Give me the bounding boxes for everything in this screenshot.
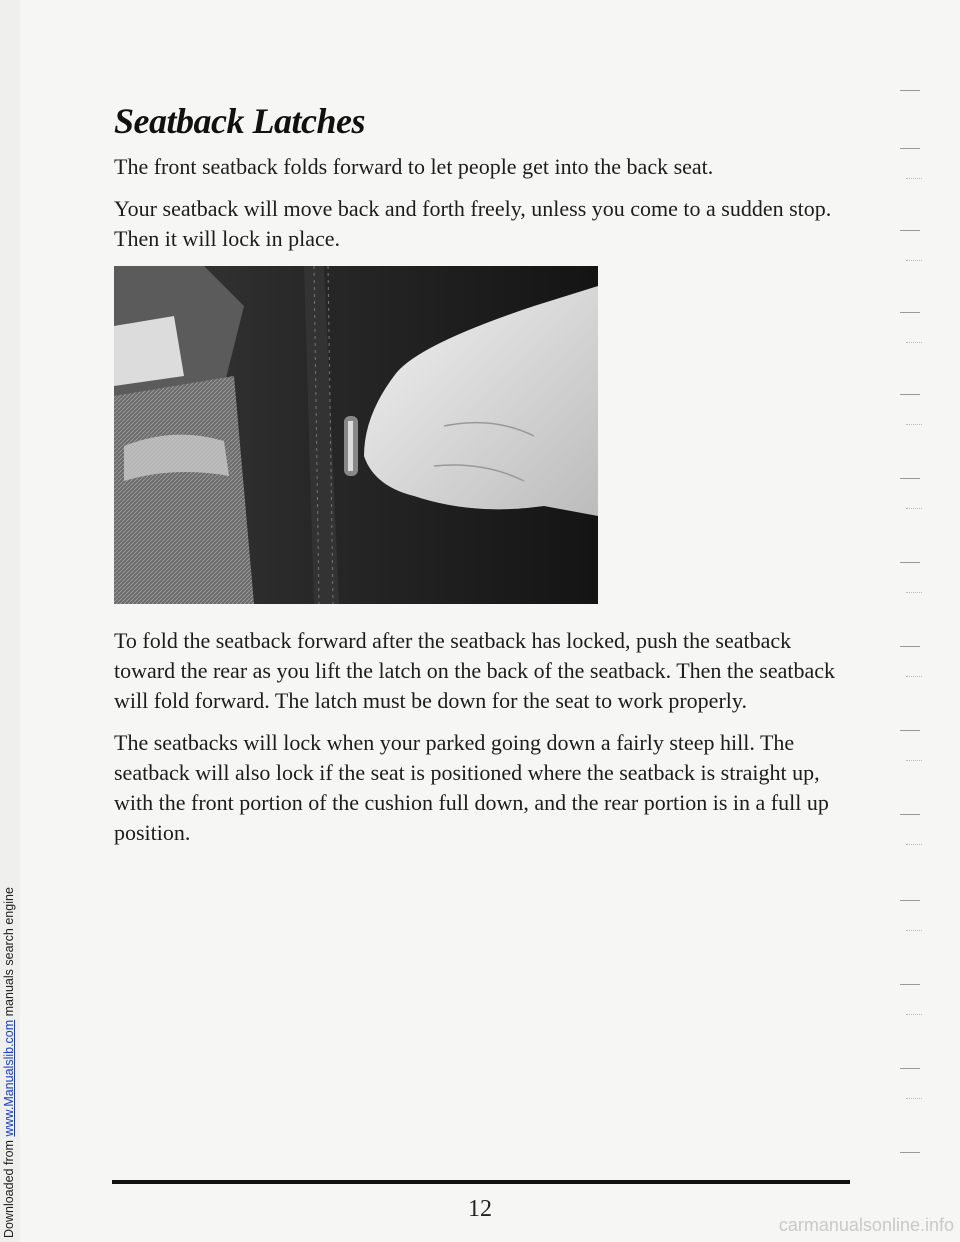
page-number: 12	[468, 1196, 492, 1222]
download-notice: Downloaded from www.Manualslib.com manuals search engine	[2, 887, 16, 1238]
section-title: Seatback Latches	[114, 101, 365, 141]
paragraph-3: To fold the seatback forward after the seatback has locked, push the seatback toward the rear as you lift the latch on the back of the seatback. Then the seatback will fold forward. The latch must be down for the seat to work properly.	[114, 628, 836, 713]
seatback-latch-photo	[114, 266, 598, 604]
footer-rule	[112, 1180, 850, 1184]
paragraph-4: The seatbacks will lock when your parked going down a fairly steep hill. The seatback will also lock if the seat is positioned where the seatback is straight up, with the front portion of the cushion full down, and the rear portion is in a full up position.	[114, 730, 829, 845]
side-banner	[0, 0, 20, 1242]
paragraph-1: The front seatback folds forward to let people get into the back seat.	[114, 154, 714, 179]
paragraph-2: Your seatback will move back and forth freely, unless you come to a sudden stop. Then it will lock in place.	[114, 196, 832, 251]
page-content	[114, 100, 844, 860]
manualslib-link[interactable]: www.Manualslib.com	[2, 1019, 16, 1137]
watermark: carmanualsonline.info	[778, 1215, 954, 1235]
